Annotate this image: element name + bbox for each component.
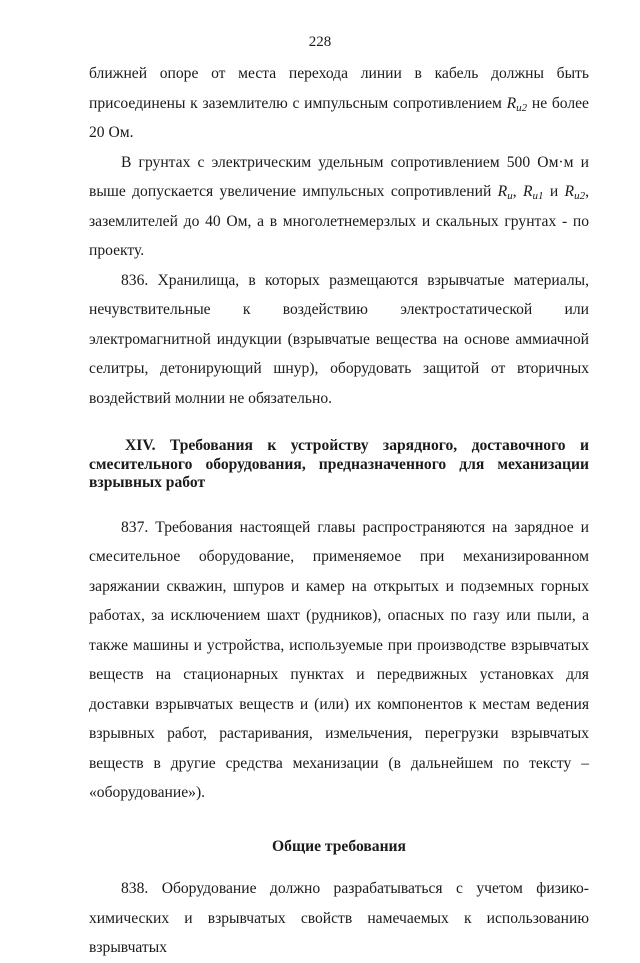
paragraph-838: 838. Оборудование должно разрабатываться с учетом физико-химических и взрывчатых свойств намечаемых к использованию взрывчатых <box>89 880 589 956</box>
section-heading: XIV. Требования к устройству зарядного, доставочного и смесительного оборудования, предназначенного для механизации взрывных работ <box>89 437 589 491</box>
resistance-symbol: $R_{u2}$ <box>506 94 528 114</box>
document-body <box>89 59 589 963</box>
paragraph-ground-resistance: В грунтах с электрическим удельным сопротивлением 500 Ом·м и выше допускается увеличение импульсных сопротивлений $R_u$, $R_{u1}$ и $R_{u2}$, заземлителей до 40 Ом, а в многолетнемерзлых и скальных грунтах - по проекту. <box>89 153 589 259</box>
resistance-symbol: $R_{u2}$ <box>564 183 586 202</box>
paragraph-text: не более 20 Ом. <box>89 94 589 141</box>
paragraph-835-continuation <box>89 59 589 148</box>
paragraph-text: заземлителей до 40 Ом, а в многолетнемерзлых и скальных грунтах - по проекту. <box>89 212 589 259</box>
paragraph-836: 836. Хранилища, в которых размещаются взрывчатые материалы, нечувствительные к воздействию электростатической или электромагнитной индукции (взрывчатые вещества на основе аммиачной селитры, детонирующий шнур), оборудовать защитой от вторичных воздействий молнии не обязательно. <box>89 271 589 407</box>
page-number: 228 <box>308 34 332 50</box>
paragraph-text: В грунтах с электрическим удельным сопротивлением 500 Ом·м и выше допускается увеличение импульсных сопротивлений <box>89 153 589 200</box>
resistance-symbol: $R_{u1}$ <box>522 183 544 202</box>
paragraph-837: 837. Требования настоящей главы распространяются на зарядное и смесительное оборудование, применяемое при механизированном заряжании скважин, шпуров и камер на открытых и подземных горных работах, за исключением шахт (рудников), опасных по газу или пыли, а также машины и устройства, используемые при производстве взрывчатых веществ на стационарных пунктах и передвижных установках для доставки взрывчатых веществ и (или) их компонентов к местам ведения взрывных работ, растаривания, измельчения, перегрузки взрывчатых веществ в другие средства механизации (в дальнейшем по тексту – «оборудование»). <box>89 518 589 801</box>
subheading: Общие требования <box>272 837 406 855</box>
paragraph-text: ближней опоре от места перехода линии в кабель должны быть присоединены к заземлителю с импульсным сопротивлением <box>89 65 589 112</box>
resistance-symbol: $R_u$ <box>497 183 513 202</box>
